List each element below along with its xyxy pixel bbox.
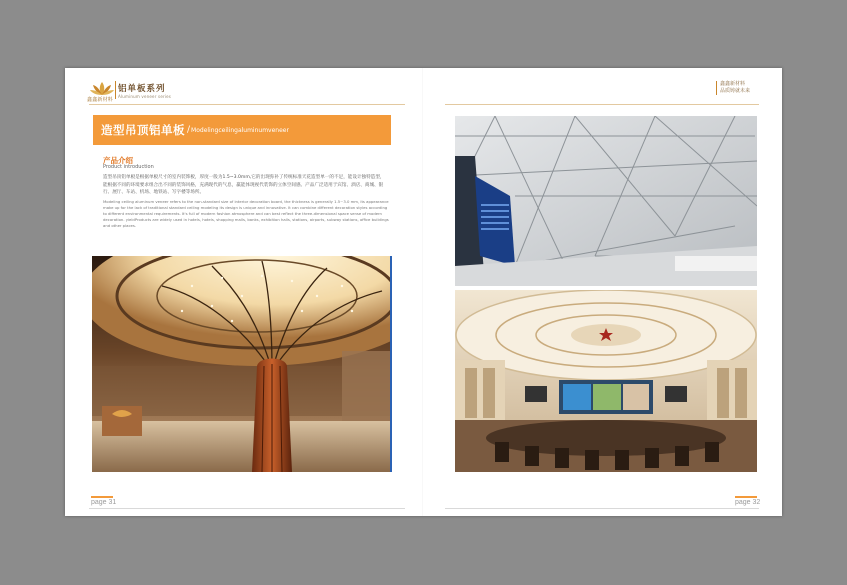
slogan-line-1: 鑫鑫新材料 <box>720 81 746 87</box>
intro-body-cn: 造型吊顶铝单板是根据单板尺寸的室内装饰板，厚度一般为1.5~3.0mm,它的出现弥补了传统标准天花造型单一的不足，能设计独特造型，能根据不同的环境要求组合出不同的装饰风格，充满现代的气息，赢能体现视代装饰的立体空间感。产品广泛适用于宾馆、酒店、商城、银行、展厅、车站、机场、地铁站、写字楼等场所。 <box>103 175 385 195</box>
header-rule-left <box>89 104 405 105</box>
page-number-left: page 31 <box>91 499 117 506</box>
page-marker-right <box>735 496 757 498</box>
slogan <box>716 81 768 95</box>
series-subtitle: Aluminum veneer series <box>118 94 172 99</box>
intro-body-en: Modeling ceiling aluminum veneer refers to the non-standard size of interior decoration board, the thickness is generally 1.5~3.0 mm, its appearance make up for the lack of traditional standard ceiling modeling its design is unique and innovative. It can combine different decoration styles according to different environmental requirements. It's full of modern fashion atmosphere and can best reflect the three-dimensional space sense of modern decoration. yieldProducts are widely used in hotels, hotels, shopping malls, banks, exhibition halls, stations, airports, subway stations, office buildings and other places. <box>103 199 389 228</box>
section-title-cn: 造型吊顶铝单板 <box>101 123 185 137</box>
slogan-line-2: 品质铸就未来 <box>720 88 751 94</box>
footer-rule-right <box>445 508 759 509</box>
airport-ceiling-photo <box>455 116 757 286</box>
intro-title-en: Product introduction <box>103 164 154 170</box>
footer-rule-left <box>89 508 405 509</box>
intro-title-cn: 产品介绍 <box>103 156 133 165</box>
series-title: 铝单板系列 <box>118 84 166 94</box>
lobby-ceiling-photo <box>92 256 392 472</box>
page-marker-left <box>91 496 113 498</box>
section-heading-bar <box>93 115 391 145</box>
page-gutter <box>422 68 423 516</box>
brochure-spread <box>65 68 782 516</box>
header-rule-right <box>445 104 759 105</box>
section-title-en: Modelingceilingaluminumveneer <box>191 126 289 134</box>
section-title-separator: / <box>187 125 191 135</box>
header-divider <box>115 81 116 99</box>
conference-hall-photo <box>455 290 757 472</box>
logo-text: 鑫鑫新材料 <box>87 97 114 103</box>
page-number-right: page 32 <box>735 499 761 506</box>
